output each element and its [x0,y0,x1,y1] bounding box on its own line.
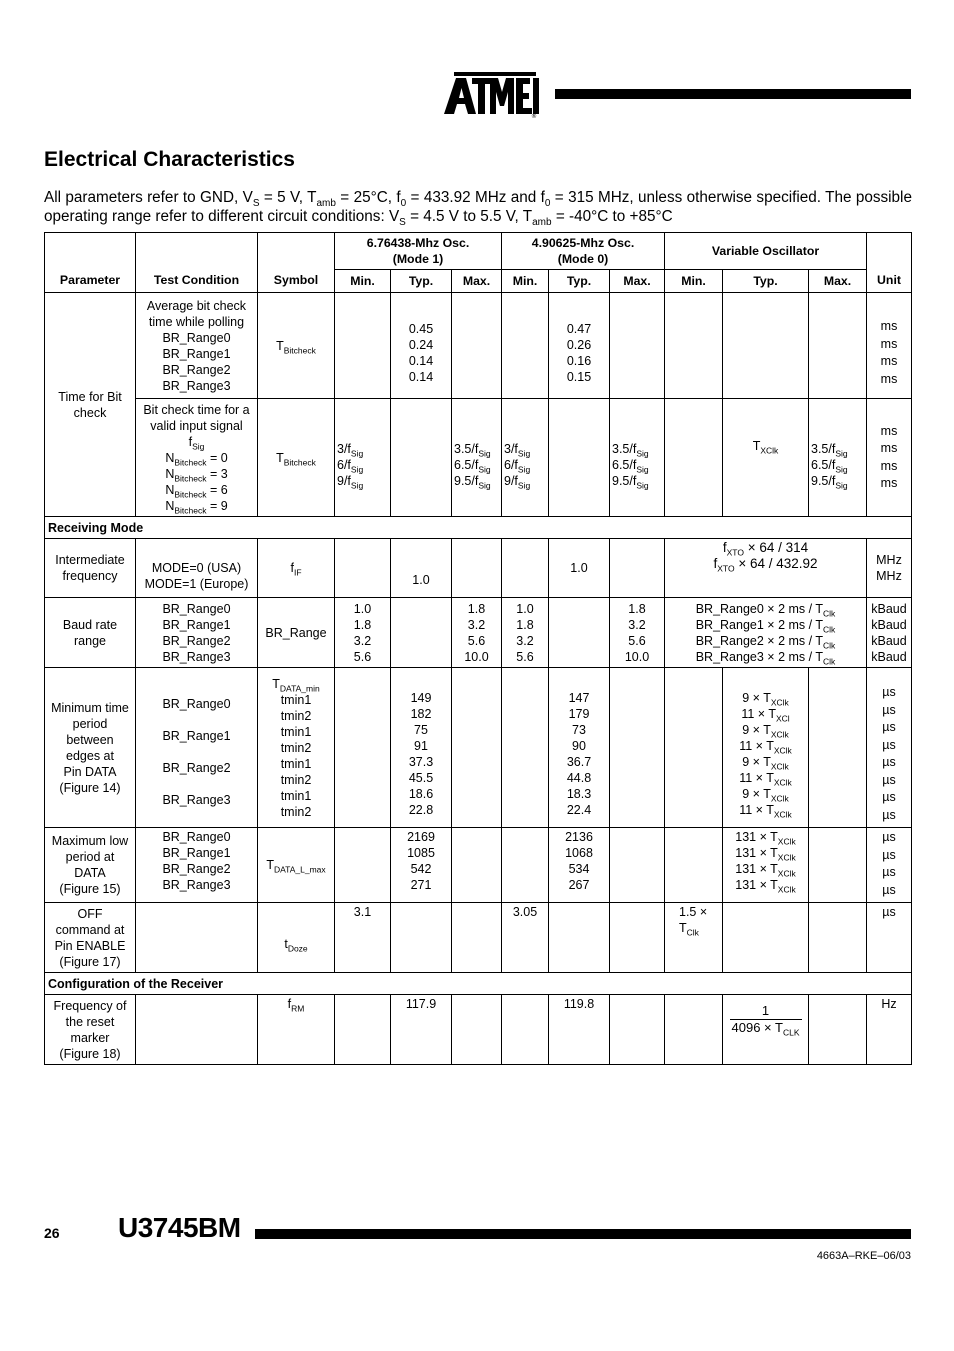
osc1-min: 1.0 1.8 3.2 5.6 [335,598,391,668]
osc0-min: $3/f_{Sig}$ $6/f_{Sig}$ $9/f_{Sig}$ [502,399,549,517]
cond-mode: MODE=0 (USA) MODE=1 (Europe) [136,539,258,598]
col-max: Max. [809,270,867,293]
col-typ: Typ. [549,270,610,293]
footer-bar [255,1229,911,1239]
symbol-t-doze: $t_{Doze}$ [258,903,335,973]
osc1-typ: 0.45 0.24 0.14 0.14 [391,293,452,399]
col-min: Min. [665,270,723,293]
table-row [45,539,912,598]
var-max: $3.5/f_{Sig}$ $6.5/f_{Sig}$ $9.5/f_{Sig}$ [809,399,867,517]
cond-bitcheck-avg: Average bit check time while polling BR_Range0 BR_Range1 BR_Range2 BR_Range3 [136,293,258,399]
col-max: Max. [610,270,665,293]
param-max-low-period: Maximum low period at DATA (Figure 15) [45,828,136,903]
symbol-br-range: BR_Range [258,598,335,668]
col-typ: Typ. [723,270,809,293]
part-number: U3745BM [118,1212,241,1243]
unit: MHz MHz [867,539,912,598]
osc0-typ: 1.0 [549,539,610,598]
symbol-t-data-l-max: $T_{DATA\_L\_max}$ [258,828,335,903]
symbol-t-data-min: $T_{DATA\_min}$ tmin1 tmin2 tmin1 tmin2 tmin1 tmin2 tmin1 tmin2 [258,668,335,828]
page-number: 26 [44,1225,60,1241]
intro-paragraph: All parameters refer to GND, $V_S = 5$ V, $T_{amb} = 25^\circ C$, $f_0 = 433.92$ MHz and $f_0 = 315$ MHz, unless otherwise specified. The possible operating range refer to different circuit conditions: $V_S = 4.5$ V to 5.5 V, $T_{amb} = -40^\circ C$ to +85°C [44,189,912,229]
section-row [45,973,912,995]
osc0-typ: 119.8 [549,995,610,1065]
section-receiving-mode: Receiving Mode [45,517,912,539]
table-row [45,828,912,903]
col-symbol: Symbol [258,233,335,293]
atmel-logo [440,70,540,118]
param-baud-rate: Baud rate range [45,598,136,668]
osc1-max: $3.5/f_{Sig}$ $6.5/f_{Sig}$ $9.5/f_{Sig}$ [452,399,502,517]
param-off-command: OFF command at Pin ENABLE (Figure 17) [45,903,136,973]
var-typ: $T_{XClk}$ [723,399,809,517]
param-min-time-period: Minimum time period between edges at Pin DATA (Figure 14) [45,668,136,828]
osc0-min: 3.05 [502,903,549,973]
col-max: Max. [452,270,502,293]
section-title: Electrical Characteristics [44,148,295,171]
col-test-condition: Test Condition [136,233,258,293]
osc1-typ: 2169 1085 542 271 [391,828,452,903]
osc1-min: 3.1 [335,903,391,973]
table-row [45,293,912,399]
var-baud: BR_Range0 × 2 ms / $T_{Clk}$ BR_Range1 × 2 ms / $T_{Clk}$ BR_Range2 × 2 ms / $T_{Clk}$ BR_Range3 × 2 ms / $T_{Clk}$ [665,598,867,668]
cond-br-range: BR_Range0 BR_Range1 BR_Range2 BR_Range3 [136,668,258,828]
section-row [45,517,912,539]
var-min: 1.5 × $T_{Clk}$ [665,903,723,973]
table-row [45,399,912,517]
table-row [45,598,912,668]
unit: Hz [867,995,912,1065]
unit: ms ms ms ms [867,293,912,399]
col-min: Min. [335,270,391,293]
col-parameter: Parameter [45,233,136,293]
col-osc1: 6.76438-Mhz Osc. (Mode 1) [335,233,502,270]
cond-bitcheck-valid: Bit check time for a valid input signal $f_{Sig}$ $N_{Bitcheck} = 0$ $N_{Bitcheck} = 3$ $N_{Bitcheck} = 6$ $N_{Bitcheck} = 9$ [136,399,258,517]
unit: µs [867,903,912,973]
var-typ: $131 \times T_{XClk}$ $131 \times T_{XClk}$ $131 \times T_{XClk}$ $131 \times T_{XClk}$ [723,828,809,903]
param-bitcheck: Time for Bit check [45,293,136,517]
table-row [45,668,912,828]
symbol-f-if: $f_{IF}$ [258,539,335,598]
unit: µs µs µs µs [867,828,912,903]
osc1-typ: 149 182 75 91 37.3 45.5 18.6 22.8 [391,668,452,828]
table-row [45,903,912,973]
symbol-f-rm: $f_{RM}$ [258,995,335,1065]
unit: µs µs µs µs µs µs µs µs [867,668,912,828]
header-bar [555,89,911,99]
symbol-t-bitcheck: $T_{Bitcheck}$ [258,399,335,517]
osc0-min: 1.0 1.8 3.2 5.6 [502,598,549,668]
param-intermediate-frequency: Intermediate frequency [45,539,136,598]
table-row [45,995,912,1065]
unit: kBaud kBaud kBaud kBaud [867,598,912,668]
cond-br-range: BR_Range0 BR_Range1 BR_Range2 BR_Range3 [136,598,258,668]
svg-text:®: ® [531,113,537,118]
osc1-typ: 1.0 [391,539,452,598]
col-min: Min. [502,270,549,293]
osc0-typ: 147 179 73 90 36.7 44.8 18.3 22.4 [549,668,610,828]
osc0-max: 1.8 3.2 5.6 10.0 [610,598,665,668]
col-unit: Unit [867,233,912,293]
osc1-min: $3/f_{Sig}$ $6/f_{Sig}$ $9/f_{Sig}$ [335,399,391,517]
cond-br-range: BR_Range0 BR_Range1 BR_Range2 BR_Range3 [136,828,258,903]
osc0-typ: 0.47 0.26 0.16 0.15 [549,293,610,399]
document-number: 4663A–RKE–06/03 [816,1250,911,1262]
header-row [45,233,912,270]
osc0-typ: 2136 1068 534 267 [549,828,610,903]
var-typ-fraction: $\frac{1}{4096 \times T_{CLK}}$ [723,995,809,1065]
col-typ: Typ. [391,270,452,293]
osc1-max: 1.8 3.2 5.6 10.0 [452,598,502,668]
col-variable-oscillator: Variable Oscillator [665,233,867,270]
unit: ms ms ms ms [867,399,912,517]
param-reset-marker: Frequency of the reset marker (Figure 18) [45,995,136,1065]
section-configuration: Configuration of the Receiver [45,973,912,995]
osc1-typ: 117.9 [391,995,452,1065]
var-if: $f_{XTO} \times 64 / 314$ $f_{XTO} \times 64 / 432.92$ [665,539,867,598]
electrical-characteristics-table [44,232,912,1065]
col-osc0: 4.90625-Mhz Osc. (Mode 0) [502,233,665,270]
symbol-t-bitcheck: $T_{Bitcheck}$ [258,293,335,399]
osc0-max: $3.5/f_{Sig}$ $6.5/f_{Sig}$ $9.5/f_{Sig}$ [610,399,665,517]
var-typ: $9 \times T_{XClk}$ $11 \times T_{XCl}$ $9 \times T_{XClk}$ $11 \times T_{XClk}$ $9 \times T_{XClk}$ $11 \times T_{XClk}$ $9 \times T_{XClk}$ $11 \times T_{XClk}$ [723,668,809,828]
